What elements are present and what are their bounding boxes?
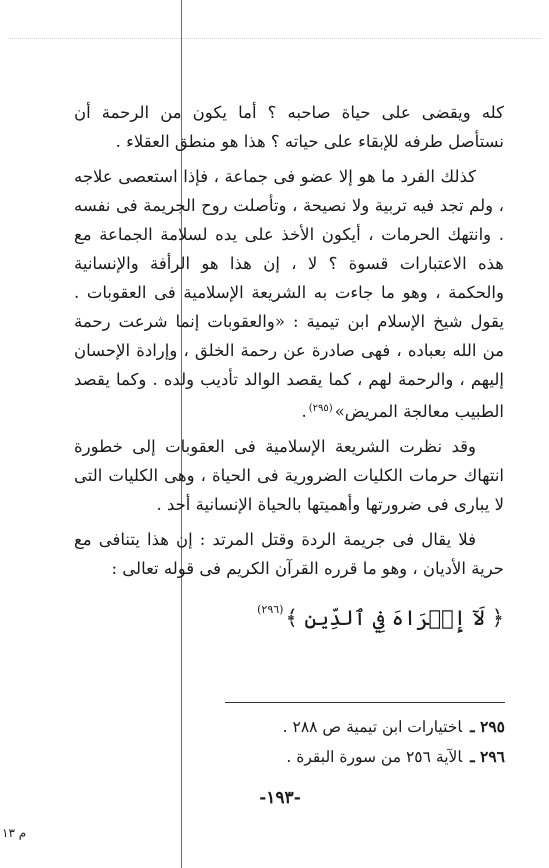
footnote-text: الآية ٢٥٦ من سورة البقرة . [286,748,463,766]
footnote-separator [225,702,505,703]
body-text [74,98,504,635]
footnote-ref-296: (٢٩٦) [257,603,284,616]
footnote-296 [200,742,505,772]
footnotes [200,712,505,772]
top-edge-dots [8,38,541,39]
footnote-number: ٢٩٥ ـ [470,717,505,736]
footnote-text: اختيارات ابن تيمية ص ٢٨٨ . [282,718,463,736]
paragraph-1: كله ويقضى على حياة صاحبه ؟ أما يكون من الرحمة أن نستأصل طرفه للإبقاء على حياته ؟ هذا هو منطق العقلاء . [74,103,504,151]
paragraph-2: كذلك الفرد ما هو إلا عضو فى جماعة ، فإذا استعصى علاجه ، ولم تجد فيه تربية ولا نصيحة ، وتأصلت روح الجريمة فى نفسه . وانتهك الحرمات ، أيكون الأخذ على يده لسلامة الجماعة مع هذه الاعتبارات قسوة ؟ لا ، إن هذا هو الرأفة والإنسانية والحكمة ، وهو ما جاءت به الشريعة الإسلامية فى العقوبات . يقول شيخ الإسلام ابن تيمية : «والعقوبات إنما شرعت رحمة من الله بعباده ، فهى صادرة عن رحمة الخلق ، وإرادة الإحسان إليهم ، والرحمة لهم ، كما يقصد الوالد تأديب ولده . وكما يقصد الطبيب معالجة المريض»$^{(٢٩٥)}$. [74,167,504,421]
page-number: -١٩٣- [259,788,301,808]
paragraph-2-text: كذلك الفرد ما هو إلا عضو فى جماعة ، فإذا استعصى علاجه ، ولم تجد فيه تربية ولا نصيحة ، وتأصلت روح الجريمة فى نفسه . وانتهك الحرمات ، أيكون الأخذ على يده لسلامة الجماعة مع هذه الاعتبارات قسوة ؟ لا ، إن هذا هو الرأفة والإنسانية والحكمة ، وهو ما جاءت به الشريعة الإسلامية فى العقوبات . يقول شيخ الإسلام ابن تيمية : «والعقوبات إنما شرعت رحمة من الله بعباده ، فهى صادرة عن رحمة الخلق ، وإرادة الإحسان إليهم ، والرحمة لهم ، كما يقصد الوالد تأديب ولده . وكما يقصد الطبيب معالجة المريض» [74,167,504,421]
footnote-number: ٢٩٦ ـ [470,747,505,766]
signature-mark: م ١٣ [2,826,27,840]
footnote-295 [200,712,505,742]
quran-verse [74,593,504,635]
paragraph-3: وقد نظرت الشريعة الإسلامية فى العقوبات إلى خطورة انتهاك حرمات الكليات الضرورية فى الحياة ، وهى الكليات التى لا يبارى فى ضرورتها وأهميتها بالحياة الإنسانية أحد . [74,437,504,514]
verse-text: ﴿ لَآ إِكۡرَاهَ فِي ٱلدِّينِ ﴾ [285,606,504,630]
footnote-ref-295: (٢٩٥) [308,403,333,414]
paragraph-4: فلا يقال فى جريمة الردة وقتل المرتد : إن هذا يتنافى مع حرية الأديان ، وهو ما قرره القرآن الكريم فى قوله تعالى : [74,530,504,578]
